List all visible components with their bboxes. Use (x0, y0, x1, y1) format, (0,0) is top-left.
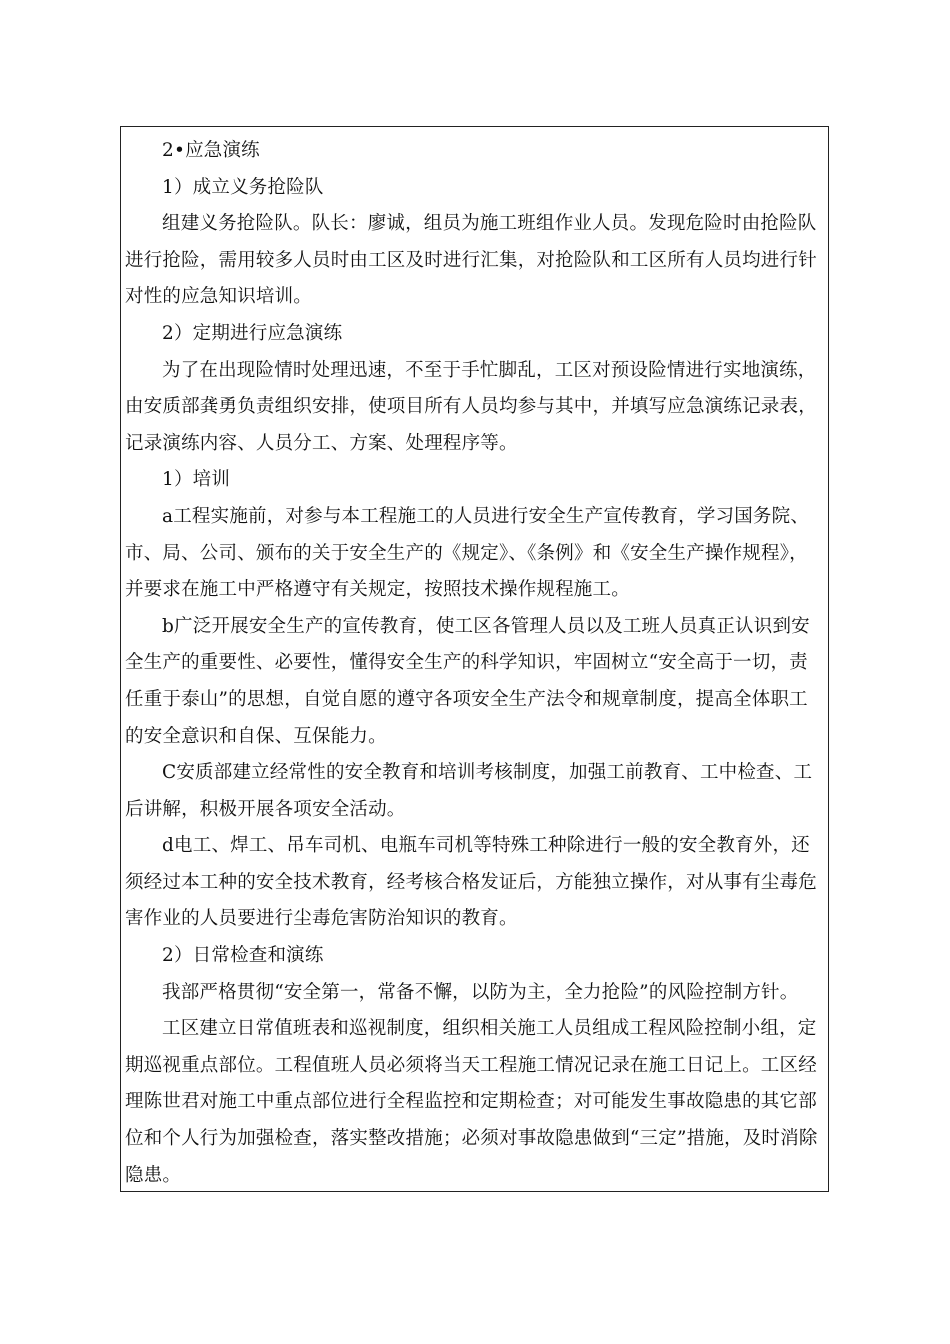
subheading-regular-drill: 2）定期进行应急演练 (162, 322, 343, 344)
paragraph-training-b: b广泛开展安全生产的宣传教育，使工区各管理人员以及工班人员真正认识到安全生产的重要性、必要性，懂得安全生产的科学知识，牢固树立“安全高于一切，责任重于泰山”的思想，自觉自愿的遵守各项安全生产法令和规章制度，提高全体职工的安全意识和自保、互保能力。 (125, 615, 810, 747)
section-heading: 2•应急演练 (162, 140, 260, 161)
paragraph-training-c: C安质部建立经常性的安全教育和培训考核制度，加强工前教育、工中检查、工后讲解，积极开展各项安全活动。 (125, 762, 813, 820)
document-frame (120, 126, 829, 1192)
paragraph-inspection-system: 工区建立日常值班表和巡视制度，组织相关施工人员组成工程风险控制小组，定期巡视重点部位。工程值班人员必须将当天工程施工情况记录在施工日记上。工区经理陈世君对施工中重点部位进行全程监控和定期检查；对可能发生事故隐患的其它部位和个人行为加强检查，落实整改措施；必须对事故隐患做到“三定”措施，及时消除隐患。 (125, 1018, 818, 1186)
subheading-volunteer-team: 1）成立义务抢险队 (162, 176, 324, 198)
subheading-daily-inspection: 2）日常检查和演练 (162, 945, 324, 967)
paragraph-training-a: a工程实施前，对参与本工程施工的人员进行安全生产宣传教育，学习国务院、市、局、公司、颁布的关于安全生产的《规定》、《条例》和《安全生产操作规程》，并要求在施工中严格遵守有关规定，按照技术操作规程施工。 (125, 505, 810, 601)
paragraph-training-d: d电工、焊工、吊车司机、电瓶车司机等特殊工种除进行一般的安全教育外，还须经过本工种的安全技术教育，经考核合格发证后，方能独立操作，对从事有尘毒危害作业的人员要进行尘毒危害防治知识的教育。 (125, 835, 817, 930)
paragraph-volunteer-team: 组建义务抢险队。队长：廖诚，组员为施工班组作业人员。发现危险时由抢险队进行抢险，需用较多人员时由工区及时进行汇集，对抢险队和工区所有人员均进行针对性的应急知识培训。 (125, 213, 817, 308)
paragraph-regular-drill: 为了在出现险情时处理迅速，不至于手忙脚乱，工区对预设险情进行实地演练，由安质部龚勇负责组织安排，使项目所有人员均参与其中，并填写应急演练记录表，记录演练内容、人员分工、方案、处理程序等。 (125, 359, 817, 454)
subheading-training: 1）培训 (162, 469, 231, 491)
paragraph-policy: 我部严格贯彻“安全第一，常备不懈，以防为主，全力抢险”的风险控制方针。 (162, 981, 799, 1003)
